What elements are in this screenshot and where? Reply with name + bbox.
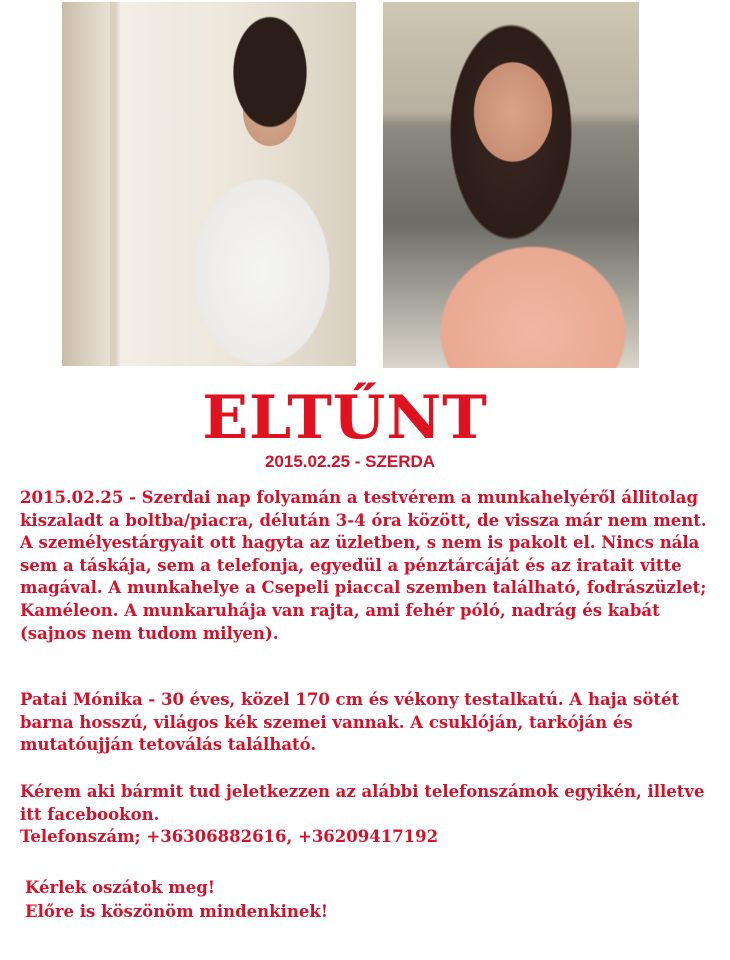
description-paragraph: 2015.02.25 - Szerdai nap folyamán a testvérem a munkahelyéről állitolag kiszaladt a boltba/piacra, délután 3-4 óra között, de vissza már nem ment. A személyestárgyait ott hagyta az üzletben, s nem is pakolt el. Nincs nála sem a táskája, sem a telefonja, egyedül a pénztárcáját és az iratait vitte magával. A munkahelye a Csepeli piaccal szemben található, fodrászüzlet; Kaméleon. A munkaruhája van rajta, ami fehér póló, nadrág és kabát (sajnos nem tudom milyen). — [20, 488, 707, 643]
thanks-line: Előre is köszönöm mindenkinek! — [25, 902, 329, 921]
contact-request-paragraph: Kérem aki bármit tud jeletkezzen az alábbi telefonszámok egyikén, illetve itt facebookon. — [20, 782, 705, 824]
date-line: 2015.02.25 - SZERDA — [264, 452, 436, 471]
phone-numbers: Telefonszám; +36306882616, +36209417192 — [20, 827, 439, 846]
closing-message — [25, 876, 705, 924]
missing-person-photo-1 — [62, 2, 356, 366]
person-details-paragraph: Patai Mónika - 30 éves, közel 170 cm és vékony testalkatú. A haja sötét barna hosszú, világos kék szemei vannak. A csuklóján, tarkóján és mutatóujján tetoválás található. — [20, 690, 680, 755]
missing-title: ELTŰNT — [202, 383, 488, 453]
share-request: Kérlek oszátok meg! — [25, 878, 216, 897]
missing-person-photo-2 — [383, 2, 639, 368]
